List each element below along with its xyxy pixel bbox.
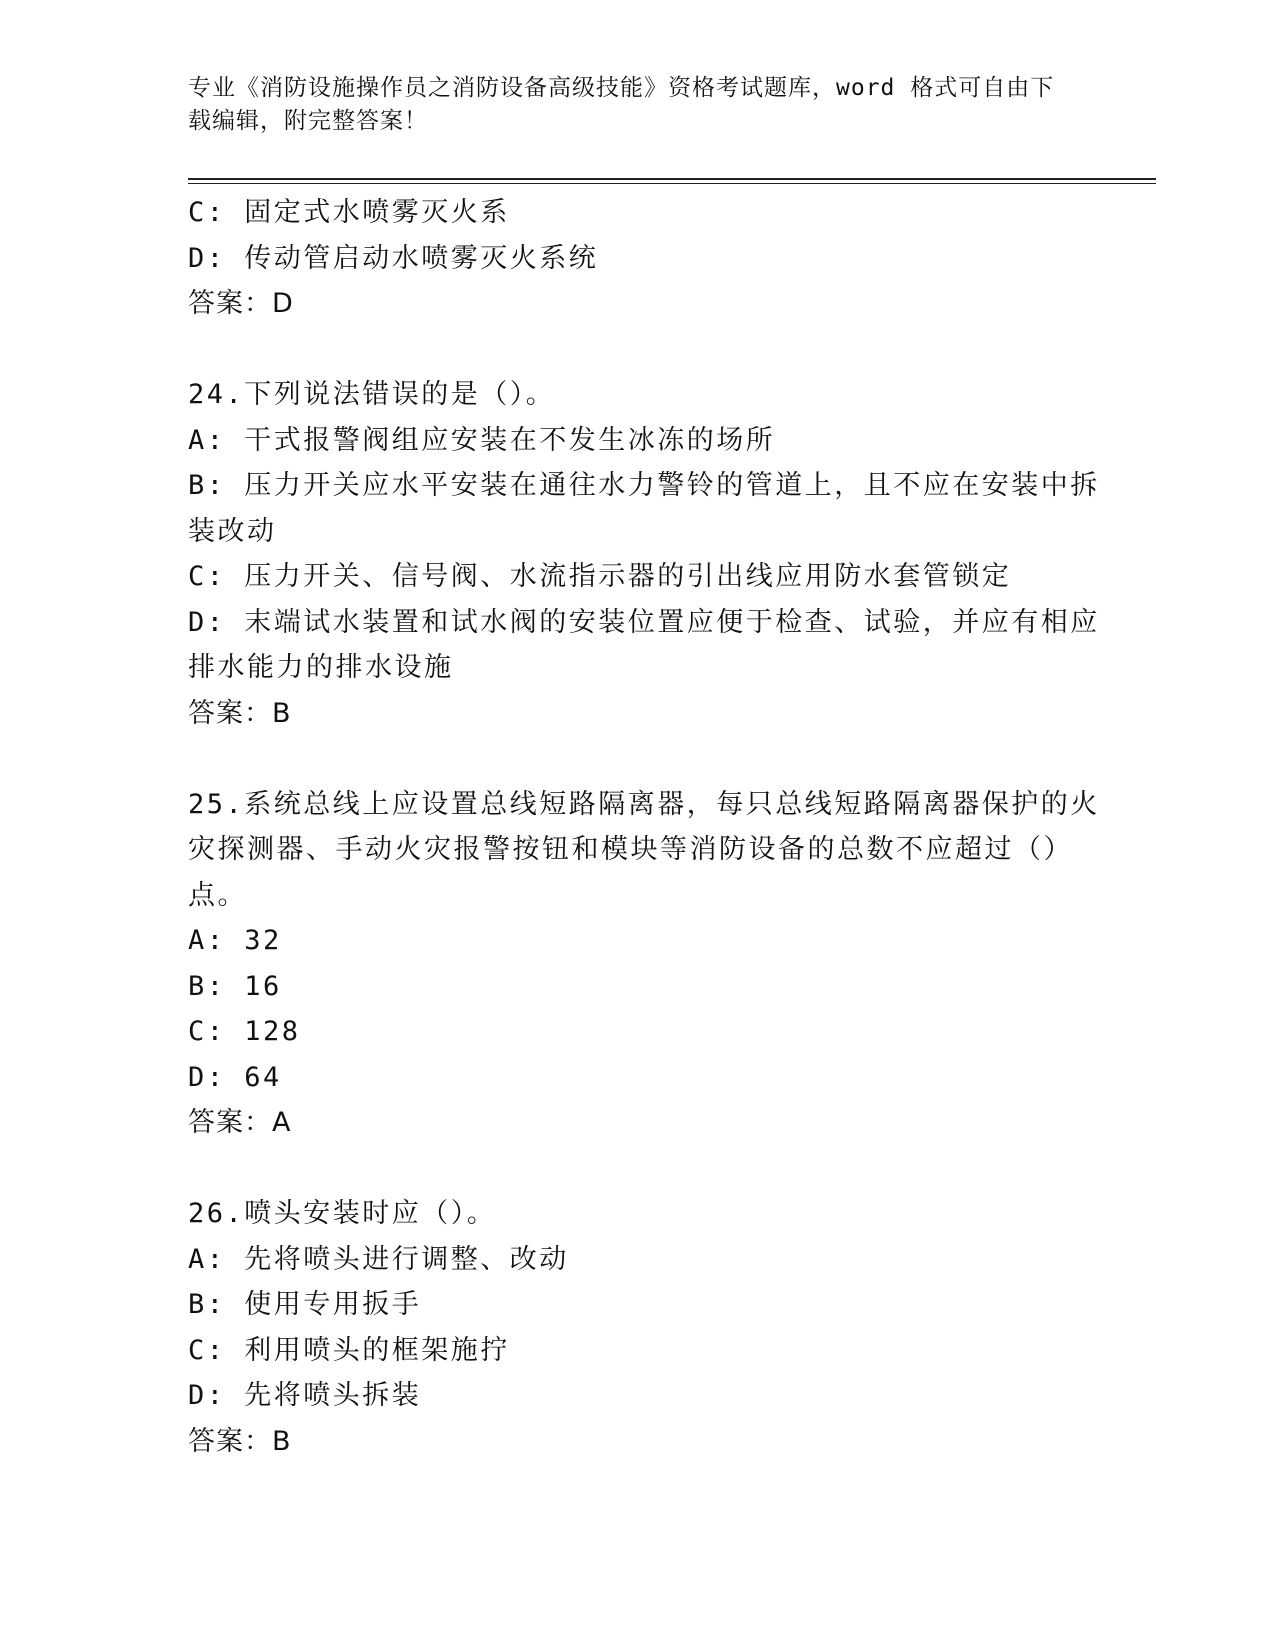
question-block	[188, 1191, 1088, 1464]
question-stem-continued: 点。	[188, 879, 247, 911]
question-stem-continued: 灾探测器、手动火灾报警按钮和模块等消防设备的总数不应超过（）	[188, 834, 1073, 865]
question-stem: 25.系统总线上应设置总线短路隔离器，每只总线短路隔离器保护的火	[188, 788, 1100, 820]
answer-line: 答案：B	[188, 697, 292, 729]
option-a: A: 先将喷头进行调整、改动	[188, 1243, 569, 1275]
option-d: D: 64	[188, 1061, 282, 1093]
answer-line: 答案：B	[188, 1425, 292, 1457]
option-a: A: 32	[188, 925, 282, 956]
option-b: B: 压力开关应水平安装在通往水力警铃的管道上，且不应在安装中拆	[188, 470, 1100, 501]
option-b-continued: 装改动	[188, 515, 277, 547]
question-stem: 24.下列说法错误的是（）。	[188, 379, 556, 410]
header-divider-thick	[188, 178, 1156, 180]
question-block	[188, 372, 1100, 736]
option-c: C: 压力开关、信号阀、水流指示器的引出线应用防水套管锁定	[188, 561, 1012, 592]
header-divider-thin	[188, 183, 1156, 184]
question-stem: 26.喷头安装时应（）。	[188, 1198, 497, 1229]
option-b: B: 使用专用扳手	[188, 1289, 422, 1320]
option-d: D: 传动管启动水喷雾灭火系统	[188, 242, 599, 274]
option-c: C: 128	[188, 1016, 301, 1047]
option-d: D: 末端试水装置和试水阀的安装位置应便于检查、试验，并应有相应	[188, 606, 1100, 638]
answer-line: 答案：A	[188, 1107, 292, 1138]
spacer	[188, 327, 1088, 373]
answer-line: 答案：D	[188, 288, 294, 319]
option-b: B: 16	[188, 970, 282, 1002]
option-c: C: 固定式水喷雾灭火系	[188, 197, 510, 228]
option-d: D: 先将喷头拆装	[188, 1380, 422, 1411]
option-d-continued: 排水能力的排水设施	[188, 652, 454, 683]
document-header	[188, 72, 1068, 138]
question-content	[188, 190, 1100, 1464]
header-line-1: 专业《消防设施操作员之消防设备高级技能》资格考试题库，word 格式可自由下	[188, 75, 1055, 101]
option-a: A: 干式报警阀组应安装在不发生冰冻的场所	[188, 424, 776, 456]
question-block	[188, 782, 1100, 1146]
spacer	[188, 736, 1088, 782]
header-line-2: 载编辑，附完整答案！	[188, 108, 428, 134]
spacer	[188, 1146, 1088, 1192]
option-c: C: 利用喷头的框架施拧	[188, 1334, 510, 1366]
